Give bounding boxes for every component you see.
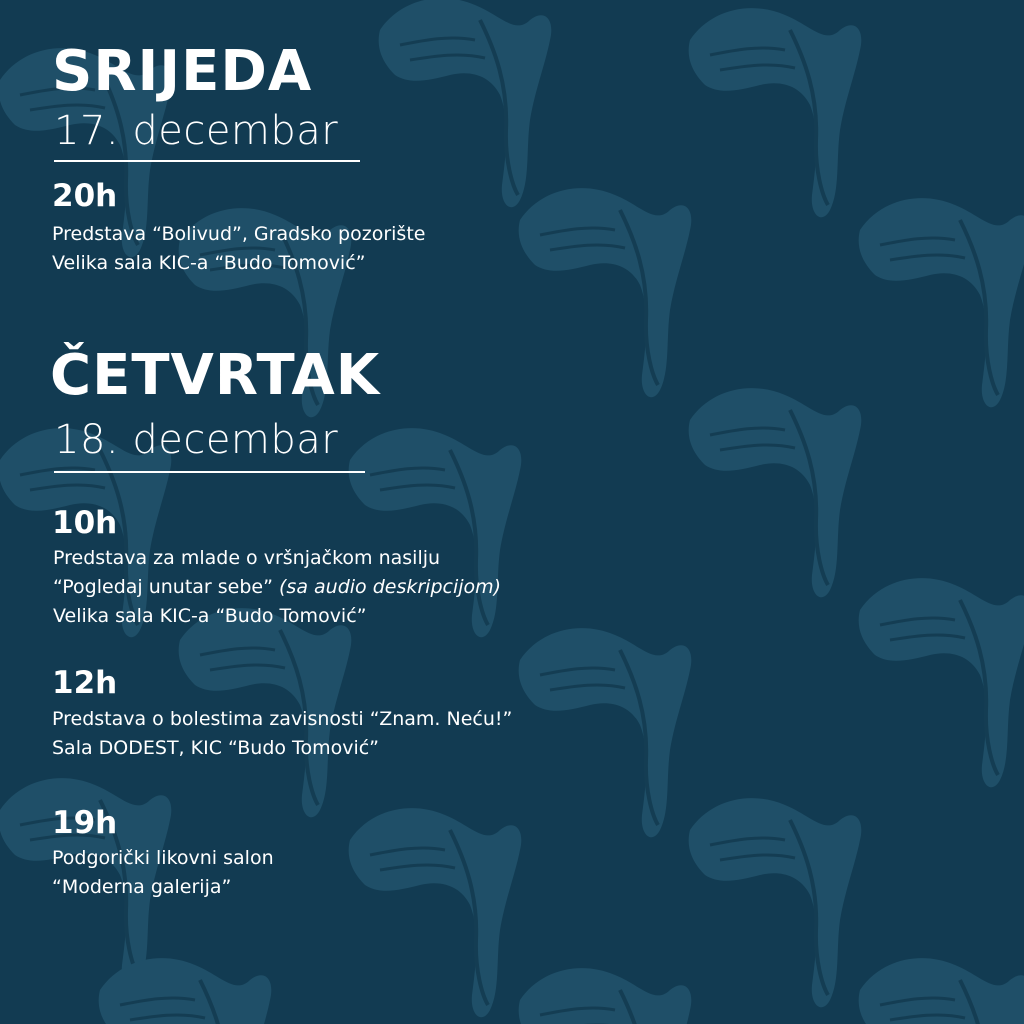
event-time: 19h bbox=[52, 805, 118, 841]
event-time: 20h bbox=[52, 178, 118, 214]
event-venue: Sala DODEST, KIC “Budo Tomović” bbox=[52, 737, 380, 759]
event-subtitle-row bbox=[53, 578, 501, 597]
event-time: 12h bbox=[52, 665, 118, 701]
event-title: Predstava za mlade o vršnjačkom nasilju bbox=[53, 547, 441, 569]
day-date: 17. decembar bbox=[54, 108, 339, 154]
event-venue: “Moderna galerija” bbox=[52, 876, 232, 898]
day-name: ČETVRTAK bbox=[50, 343, 381, 408]
divider bbox=[54, 160, 360, 162]
event-title: Podgorički likovni salon bbox=[52, 847, 274, 869]
event-title: Predstava “Bolivud”, Gradsko pozorište bbox=[52, 223, 426, 245]
event-time: 10h bbox=[52, 505, 118, 541]
day-name: SRIJEDA bbox=[52, 39, 313, 104]
event-venue: Velika sala KIC-a “Budo Tomović” bbox=[53, 605, 367, 627]
divider bbox=[54, 471, 365, 473]
event-title: Predstava o bolestima zavisnosti “Znam. Neću!” bbox=[52, 708, 513, 730]
event-venue: Velika sala KIC-a “Budo Tomović” bbox=[52, 252, 366, 274]
event-note: (sa audio deskripcijom) bbox=[279, 576, 502, 598]
day-date: 18. decembar bbox=[54, 417, 339, 463]
event-subtitle: “Pogledaj unutar sebe” bbox=[53, 576, 273, 598]
